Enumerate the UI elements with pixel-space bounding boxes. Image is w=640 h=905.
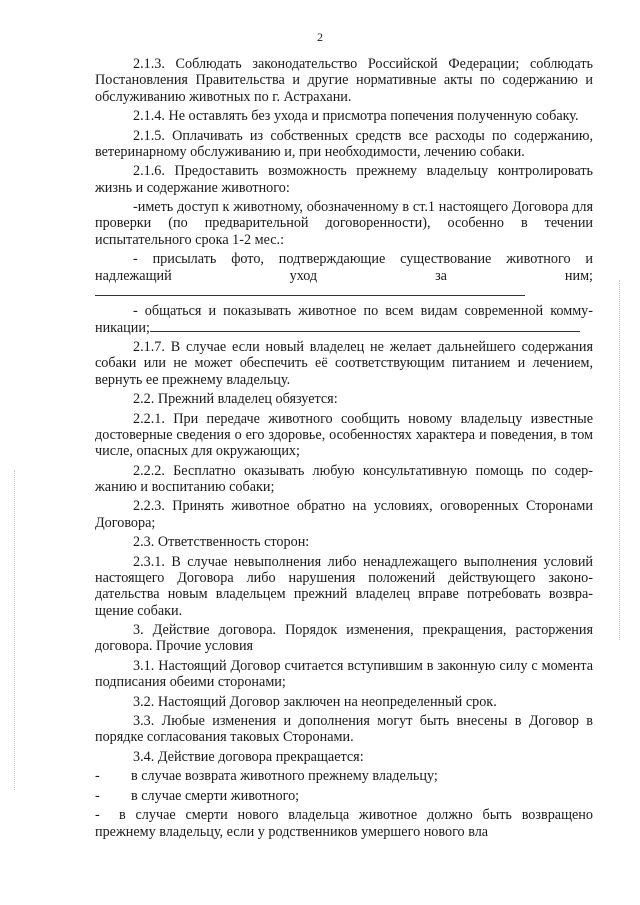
section-3-heading: 3. Действие договора. Порядок изменения, прекращения, расторжения договора. Прочие условия (95, 622, 593, 655)
dash-marker: - (95, 807, 100, 824)
clause-2-1-4: 2.1.4. Не оставлять без ухода и присмотра попечения полученную собаку. (133, 108, 579, 125)
clause-2-1-6-photos-text: - присылать фото, подтверждающие существование животного и надлежащий уход за ним; (95, 251, 593, 284)
clause-2-1-6-communication-text: - общаться и показывать животное по всем видам современной коммуникации; (95, 303, 593, 336)
fill-line (95, 295, 525, 296)
clause-2-1-6-photos (95, 251, 593, 300)
clause-2-1-5: 2.1.5. Оплачивать из собственных средств все расходы по содержанию, ветеринарному обслуживанию и, при необходимости, лечению собаки. (95, 127, 593, 160)
clause-3-2: 3.2. Настоящий Договор заключен на неопределенный срок. (133, 693, 497, 710)
termination-item-text: в случае смерти животного; (131, 787, 300, 804)
dash-marker: - (95, 787, 100, 804)
clause-2-2-1: 2.2.1. При передаче животного сообщить новому владельцу известные достоверные сведения о его здоровье, особенностях характера и поведения, в том числе, опасных для окружающих; (95, 410, 593, 460)
clause-3-3: 3.3. Любые изменения и дополнения могут быть внесены в Договор в порядке согласования таковых Сторонами. (95, 713, 593, 746)
termination-item (95, 788, 593, 804)
termination-item-text: в случае возврата животного прежнему владельцу; (131, 768, 438, 785)
page-number: 2 (317, 30, 323, 44)
clause-2-2: 2.2. Прежний владелец обязуется: (133, 391, 338, 408)
scan-edge-artifact (14, 470, 17, 790)
clause-3-1: 3.1. Настоящий Договор считается вступившим в законную силу с момента подписания обеими сторонами; (95, 657, 593, 691)
clause-2-3-1: 2.3.1. В случае невыполнения либо ненадлежащего выполнения условий настоящего Договора либо нарушения положений действующего законодательства новым владельцем прежний владелец вправе потребовать возвращение собаки. (95, 553, 593, 619)
termination-item (95, 768, 593, 784)
clause-2-1-6-communication (95, 303, 593, 336)
termination-item (95, 807, 593, 840)
clause-2-1-6: 2.1.6. Предоставить возможность прежнему владельцу контролировать жизнь и содержание животного: (95, 163, 593, 196)
clause-2-3: 2.3. Ответственность сторон: (133, 534, 310, 551)
fill-line (150, 331, 580, 332)
clause-2-2-3: 2.2.3. Принять животное обратно на условиях, оговоренных Сторонами Договора; (95, 498, 593, 531)
clause-2-1-3: 2.1.3. Соблюдать законодательство Российской Федерации; соблюдать Постановления Правительства и другие нормативные акты по содержанию и обслуживанию животных по г. Астрахани. (95, 56, 593, 105)
clause-2-1-7: 2.1.7. В случае если новый владелец не желает дальнейшего содержания собаки или не может обеспечить её соответствующим питанием и лечением, вернуть ее прежнему владельцу. (95, 339, 593, 388)
dash-marker: - (95, 768, 100, 785)
clause-2-2-2: 2.2.2. Бесплатно оказывать любую консультативную помощь по содержанию и воспитанию собаки; (95, 462, 593, 495)
clause-3-4: 3.4. Действие договора прекращается: (133, 748, 364, 765)
scan-edge-artifact (619, 280, 622, 640)
termination-item-text: в случае смерти нового владельца животное должно быть возвращено прежнему владельцу, если у родственников умершего нового вла (95, 807, 593, 840)
clause-2-1-6-access: -иметь доступ к животному, обозначенному в ст.1 настоящего Договора для проверки (по предварительной договоренности), особенно в течении испытательного срока 1-2 мес.: (95, 199, 593, 248)
document-body (95, 56, 593, 843)
